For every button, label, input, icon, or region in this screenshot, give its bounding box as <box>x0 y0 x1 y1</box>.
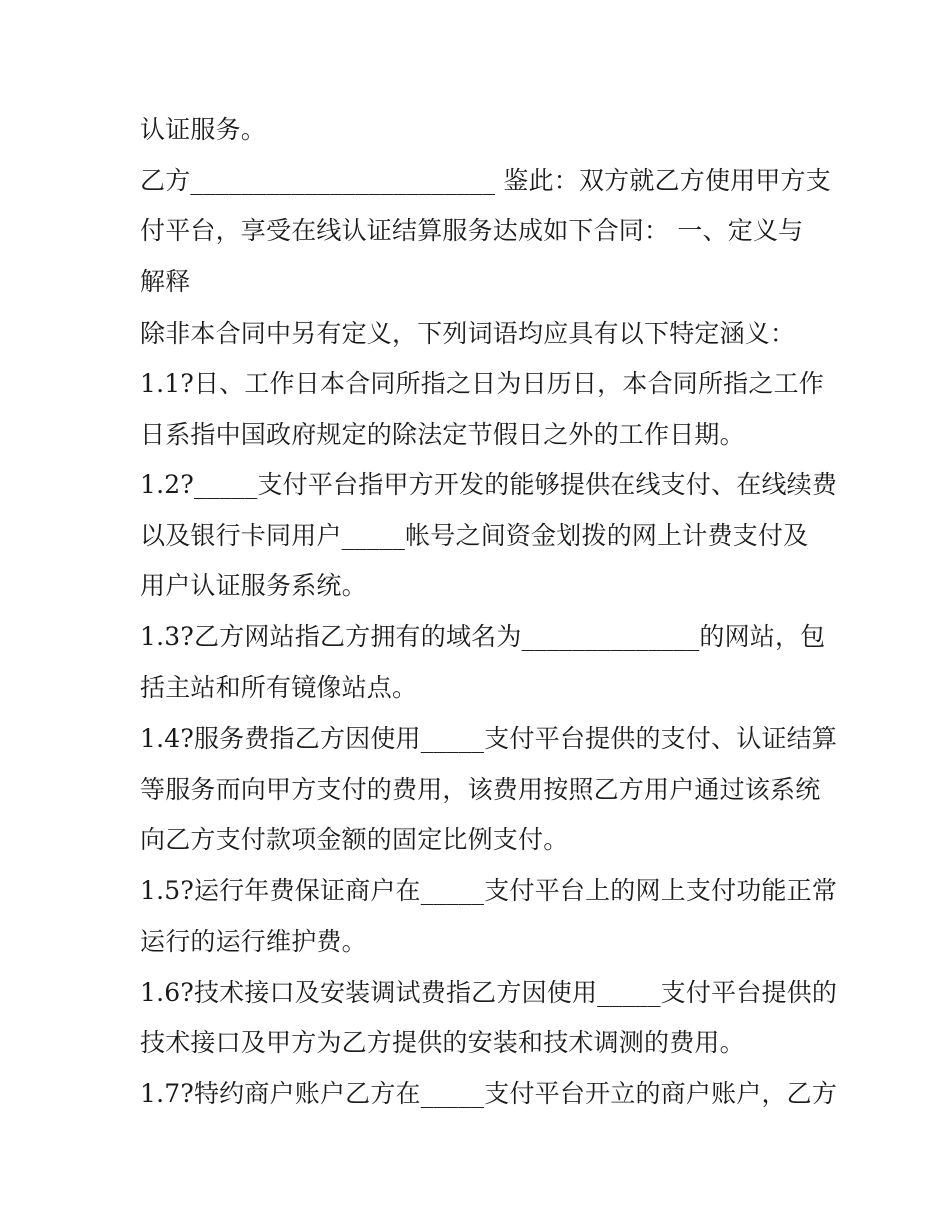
text-line: 括主站和所有镜像站点。 <box>140 673 418 702</box>
text-line: 1.3?乙方网站指乙方拥有的域名为______________的网站，包 <box>140 622 826 651</box>
text-line: 日系指中国政府规定的除法定节假日之外的工作日期。 <box>140 420 745 449</box>
text-line: 1.2?_____支付平台指甲方开发的能够提供在线支付、在线续费 <box>140 470 838 499</box>
text-line: 1.7?特约商户账户乙方在_____支付平台开立的商户账户，乙方 <box>140 1079 838 1108</box>
text-line: 解释 <box>140 267 191 296</box>
text-line: 运行的运行维护费。 <box>140 927 367 956</box>
text-line: 1.5?运行年费保证商户在_____支付平台上的网上支付功能正常 <box>140 876 838 905</box>
text-line: 以及银行卡同用户_____帐号之间资金划拨的网上计费支付及 <box>140 521 809 550</box>
text-line: 认证服务。 <box>140 115 267 144</box>
text-line: 1.4?服务费指乙方因使用_____支付平台提供的支付、认证结算 <box>140 724 838 753</box>
text-line: 技术接口及甲方为乙方提供的安装和技术调测的费用。 <box>140 1028 745 1057</box>
text-line: 用户认证服务系统。 <box>140 571 367 600</box>
text-line: 乙方________________________ 鉴此：双方就乙方使用甲方支 <box>140 166 831 195</box>
text-line: 付平台，享受在线认证结算服务达成如下合同： 一、定义与 <box>140 216 804 245</box>
text-line: 向乙方支付款项金额的固定比例支付。 <box>140 825 569 854</box>
text-line: 等服务而向甲方支付的费用，该费用按照乙方用户通过该系统 <box>140 775 821 804</box>
text-line: 1.6?技术接口及安装调试费指乙方因使用_____支付平台提供的 <box>140 978 838 1007</box>
text-line: 除非本合同中另有定义，下列词语均应具有以下特定涵义： <box>140 319 796 348</box>
text-line: 1.1?日、工作日本合同所指之日为日历日，本合同所指之工作 <box>140 369 824 398</box>
